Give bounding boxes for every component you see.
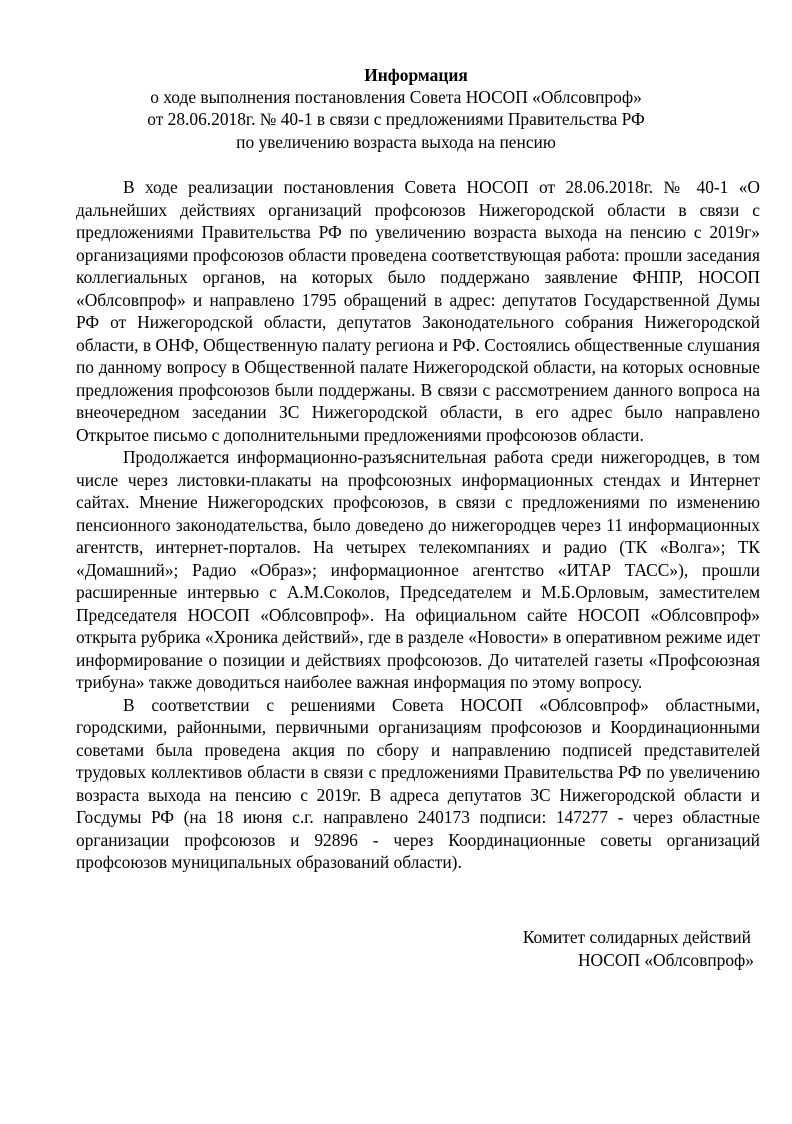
signature-line-1: Комитет солидарных действий xyxy=(522,927,751,947)
signature-line-2: НОСОП «Облсовпроф» xyxy=(577,950,754,970)
document-body xyxy=(76,176,760,874)
document-title: Информация xyxy=(364,65,468,85)
paragraph-3: В соответствии с решениями Совета НОСОП «Облсовпроф» областными, городскими, районными, первичными организациям профсоюзов и Координационными советами была проведена акция по сбору и направлению подписей представителей трудовых коллективов области в связи с предложениями Правительства РФ по увеличению возраста выхода на пенсию с 2019г. В адреса депутатов ЗС Нижегородской области и Госдумы РФ (на 18 июня с.г. направлено 240173 подписи: 147277 - через областные организации профсоюзов и 92896 - через Координационные советы организаций профсоюзов муниципальных образований области). xyxy=(76,694,760,872)
subtitle-line-1: о ходе выполнения постановления Совета НОСОП «Облсовпроф» xyxy=(150,87,642,108)
paragraph-1: В ходе реализации постановления Совета НОСОП от 28.06.2018г. № 40-1 «О дальнейших действиях организаций профсоюзов Нижегородской области в связи с предложениями Правительства РФ по увеличению возраста выхода на пенсию с 2019г» организациями профсоюзов области проведена соответствующая работа: прошли заседания коллегиальных органов, на которых было поддержано заявление ФНПР, НОСОП «Облсовпроф» и направлено 1795 обращений в адрес: депутатов Государственной Думы РФ от Нижегородской области, депутатов Законодательного собрания Нижегородской области, в ОНФ, Общественную палату региона и РФ. Состоялись общественные слушания по данному вопросу в Общественной палате Нижегородской области, на которых основные предложения профсоюзов были поддержаны. В связи с рассмотрением данного вопроса на внеочередном заседании ЗС Нижегородской области, в его адрес было направлено Открытое письмо с дополнительными предложениями профсоюзов области. xyxy=(76,177,760,445)
signature-block xyxy=(523,926,754,972)
subtitle-line-3: по увеличению возраста выхода на пенсию xyxy=(236,131,556,152)
subtitle-line-2: от 28.06.2018г. № 40-1 в связи с предложениями Правительства РФ xyxy=(147,109,645,130)
document-header xyxy=(0,64,792,153)
paragraph-2: Продолжается информационно-разъяснительная работа среди нижегородцев, в том числе через листовки-плакаты на профсоюзных информационных стендах и Интернет сайтах. Мнение Нижегородских профсоюзов, в связи с предложениями по изменению пенсионного законодательства, было доведено до нижегородцев через 11 информационных агентств, интернет-порталов. На четырех телекомпаниях и радио (ТК «Волга»; ТК «Домашний»; Радио «Образ»; информационное агентство «ИТАР ТАСС»), прошли расширенные интервью с А.М.Соколов, Председателем и М.Б.Орловым, заместителем Председателя НОСОП «Облсовпроф». На официальном сайте НОСОП «Облсовпроф» открыта рубрика «Хроника действий», где в разделе «Новости» в оперативном режиме идет информирование о позиции и действиях профсоюзов. До читателей газеты «Профсоюзная трибуна» также доводиться наиболее важная информация по этому вопросу. xyxy=(76,447,760,692)
